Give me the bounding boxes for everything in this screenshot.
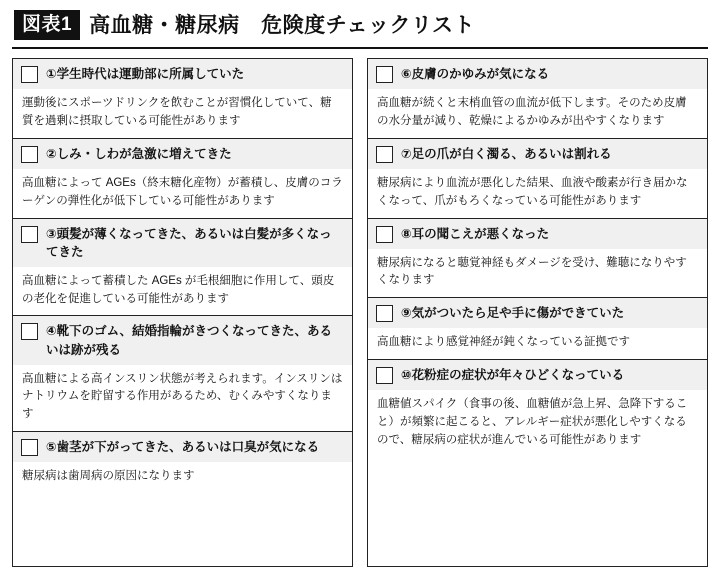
checklist-item-header[interactable] <box>368 219 707 249</box>
checkbox-icon[interactable] <box>376 146 393 163</box>
checkbox-icon[interactable] <box>376 305 393 322</box>
checklist-item[interactable] <box>13 432 352 493</box>
checklist-item-header[interactable] <box>368 298 707 328</box>
checklist-item-description: 糖尿病になると聴覚神経もダメージを受け、難聴になりやすくなります <box>368 249 707 298</box>
checkbox-icon[interactable] <box>21 66 38 83</box>
page-header <box>12 10 708 49</box>
checkbox-icon[interactable] <box>21 323 38 340</box>
checklist-item-header[interactable] <box>13 59 352 89</box>
checkbox-icon[interactable] <box>21 439 38 456</box>
checklist-item-header[interactable] <box>13 139 352 169</box>
checklist-item[interactable] <box>13 316 352 432</box>
checklist-item[interactable] <box>368 139 707 219</box>
checklist-item-header[interactable] <box>368 139 707 169</box>
checklist-item[interactable] <box>368 219 707 299</box>
checklist-item-header[interactable] <box>13 219 352 267</box>
checklist-item[interactable] <box>13 139 352 219</box>
checkbox-icon[interactable] <box>376 66 393 83</box>
checkbox-icon[interactable] <box>21 226 38 243</box>
checklist-item-title: ⑧耳の聞こえが悪くなった <box>401 226 550 241</box>
checklist-item-description: 糖尿病は歯周病の原因になります <box>13 462 352 493</box>
checklist-item-description: 高血糖によって AGEs（終末糖化産物）が蓄積し、皮膚のコラーゲンの弾性化が低下している可能性があります <box>13 169 352 218</box>
checklist-item-description: 高血糖によって蓄積した AGEs が毛根細胞に作用して、頭皮の老化を促進している可能性があります <box>13 267 352 316</box>
checklist-item[interactable] <box>368 298 707 360</box>
checkbox-icon[interactable] <box>21 146 38 163</box>
checklist-item[interactable] <box>13 219 352 317</box>
checklist-item-header[interactable] <box>368 360 707 390</box>
checklist-item-header[interactable] <box>368 59 707 89</box>
checklist-item-description: 血糖値スパイク（食事の後、血糖値が急上昇、急降下すること）が頻繁に起こると、アレルギー症状が悪化しやすくなるので、糖尿病の症状が進んでいる可能性があります <box>368 390 707 456</box>
checklist-item-title: ①学生時代は運動部に所属していた <box>46 67 245 81</box>
checklist-item-description: 運動後にスポーツドリンクを飲むことが習慣化していて、糖質を過剰に摂取している可能性があります <box>13 89 352 138</box>
checklist-item-title: ②しみ・しわが急激に増えてきた <box>46 146 232 161</box>
checklist-item[interactable] <box>368 360 707 457</box>
checkbox-icon[interactable] <box>376 226 393 243</box>
checklist-item-title: ⑥皮膚のかゆみが気になる <box>401 67 550 81</box>
checklist-item-title: ⑨気がついたら足や手に傷ができていた <box>401 306 625 321</box>
checklist-item-title: ③頭髪が薄くなってきた、あるいは白髪が多くなってきた <box>46 226 332 259</box>
checkbox-icon[interactable] <box>376 367 393 384</box>
checklist-item-title: ⑦足の爪が白く濁る、あるいは割れる <box>401 146 612 161</box>
page-title: 高血糖・糖尿病 危険度チェックリスト <box>89 13 476 37</box>
figure-badge: 図表1 <box>14 10 80 40</box>
checklist-column-right <box>367 58 708 567</box>
checklist-item-title: ④靴下のゴム、結婚指輪がきつくなってきた、あるいは跡が残る <box>46 324 332 357</box>
checklist-columns <box>12 58 708 567</box>
checklist-item[interactable] <box>13 59 352 139</box>
checklist-item-header[interactable] <box>13 316 352 364</box>
checklist-item-title: ⑤歯茎が下がってきた、あるいは口臭が気になる <box>46 440 320 455</box>
checklist-item-title: ⑩花粉症の症状が年々ひどくなっている <box>401 368 625 383</box>
checklist-item[interactable] <box>368 59 707 139</box>
checklist-item-description: 糖尿病により血流が悪化した結果、血液や酸素が行き届かなくなって、爪がもろくなっている可能性があります <box>368 169 707 218</box>
checklist-column-left <box>12 58 353 567</box>
checklist-item-description: 高血糖により感覚神経が鈍くなっている証拠です <box>368 328 707 359</box>
checklist-item-description: 高血糖が続くと末梢血管の血流が低下します。そのため皮膚の水分量が減り、乾燥によるかゆみが出やすくなります <box>368 89 707 138</box>
checklist-item-header[interactable] <box>13 432 352 462</box>
checklist-item-description: 高血糖による高インスリン状態が考えられます。インスリンはナトリウムを貯留する作用があるため、むくみやすくなります <box>13 365 352 431</box>
